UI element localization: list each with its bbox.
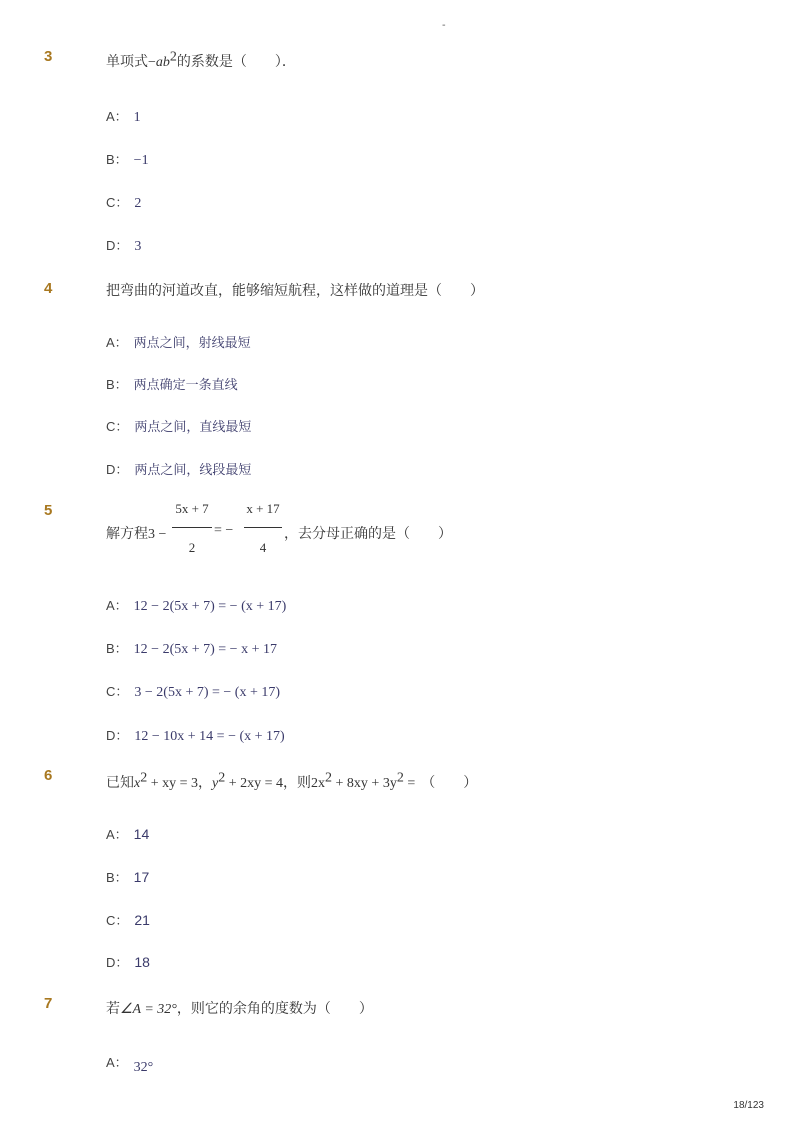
expr-1: x [134,776,141,791]
expr-1-exponent: 2 [140,770,148,786]
fraction-1-denominator: 2 [188,540,196,555]
stem-text-after: ，去分母正确的是（ ） [284,526,452,542]
fraction-2-denominator: 4 [259,540,267,555]
option-a[interactable] [106,1052,154,1075]
option-letter: D： [106,728,129,743]
option-letter: B： [106,152,128,167]
question-number: 5 [44,502,53,519]
option-b[interactable] [106,374,238,393]
option-value: 1 [133,110,141,125]
option-c[interactable] [106,681,280,701]
question-number: 7 [44,995,53,1012]
stem-text: 已知 [106,775,134,791]
option-a[interactable] [106,824,149,843]
option-letter: A： [106,598,128,613]
option-a[interactable] [106,106,141,126]
option-value: 两点确定一条直线 [133,378,238,393]
stem-text: 解方程 [106,526,148,542]
expr-3-end: = [403,776,416,791]
option-a[interactable] [106,595,286,615]
option-value: 12 − 2(5x + 7) = − (x + 17) [133,599,287,614]
option-a[interactable] [106,332,251,351]
option-value: 32° [133,1060,154,1075]
question-number: 3 [44,48,53,65]
option-value: 两点之间，线段最短 [134,463,252,478]
option-value: 12 − 2(5x + 7) = − x + 17 [133,642,277,657]
fraction-1-numerator: 5x + 7 [175,501,209,516]
option-value: 14 [133,826,150,842]
fraction-2-numerator: x + 17 [246,501,280,516]
top-mark: - [442,20,446,31]
stem-equals: = − [214,523,234,538]
separator: ，则 [283,775,312,791]
stem-text-after: （ ） [421,775,478,791]
question-stem: 把弯曲的河道改直，能够缩短航程，这样做的道理是（ ） [106,283,484,299]
fraction-2 [244,501,282,556]
option-letter: C： [106,195,129,210]
fraction-bar [172,527,212,528]
option-value: 21 [134,912,150,928]
stem-constant: 3 − [148,527,167,542]
expr-3-exponent-2: 2 [396,770,404,786]
expr-3-rest: + 8xy + 3y [332,776,397,791]
fraction-1 [172,501,212,556]
option-letter: D： [106,462,129,477]
option-letter: B： [106,377,128,392]
expr-1-rest: + xy = 3 [147,776,199,791]
stem-minus: − [148,55,156,70]
question-stem [106,998,373,1018]
option-value: 12 − 10x + 14 = − (x + 17) [134,729,285,744]
option-value: 2 [134,196,142,211]
option-letter: A： [106,109,128,124]
expr-2-rest: + 2xy = 4 [225,776,284,791]
option-value: 两点之间，射线最短 [133,336,251,351]
stem-text: 若 [106,1001,120,1017]
option-d[interactable] [106,725,285,745]
separator: ， [198,775,213,791]
option-letter: B： [106,641,128,656]
option-value: −1 [133,153,149,168]
stem-expression: ∠A = 32° [120,1002,177,1017]
page-number: 18/123 [733,1100,764,1111]
option-letter: C： [106,684,129,699]
stem-text-after: ，则它的余角的度数为（ ） [176,1001,373,1017]
option-letter: A： [106,827,128,842]
question-stem [106,772,477,792]
option-d[interactable] [106,952,150,971]
option-letter: A： [106,335,128,350]
stem-exponent: 2 [169,49,177,65]
option-d[interactable] [106,235,141,255]
expr-2: y [212,776,219,791]
option-value: 18 [134,954,150,970]
option-letter: B： [106,870,128,885]
option-b[interactable] [106,638,277,658]
option-letter: D： [106,955,129,970]
question-stem [106,51,296,71]
option-value: 两点之间，直线最短 [134,420,252,435]
question-number: 4 [44,280,53,297]
option-letter: C： [106,419,129,434]
option-c[interactable] [106,192,141,212]
option-c[interactable] [106,416,251,435]
option-letter: D： [106,238,129,253]
expr-3: 2x [311,776,326,791]
expr-2-exponent: 2 [218,770,226,786]
fraction-bar [244,527,282,528]
question-stem [106,501,706,583]
option-b[interactable] [106,867,149,886]
option-c[interactable] [106,910,150,929]
option-letter: C： [106,913,129,928]
stem-text: 单项式 [106,54,148,70]
option-d[interactable] [106,459,251,478]
stem-text-after: 的系数是（ ）． [176,54,296,70]
option-b[interactable] [106,149,149,169]
option-letter: A： [106,1055,128,1070]
question-number: 6 [44,767,53,784]
expr-3-exponent: 2 [325,770,333,786]
stem-expression: ab [155,55,170,70]
option-value: 3 [134,239,142,254]
option-value: 3 − 2(5x + 7) = − (x + 17) [134,685,281,700]
option-value: 17 [133,869,150,885]
